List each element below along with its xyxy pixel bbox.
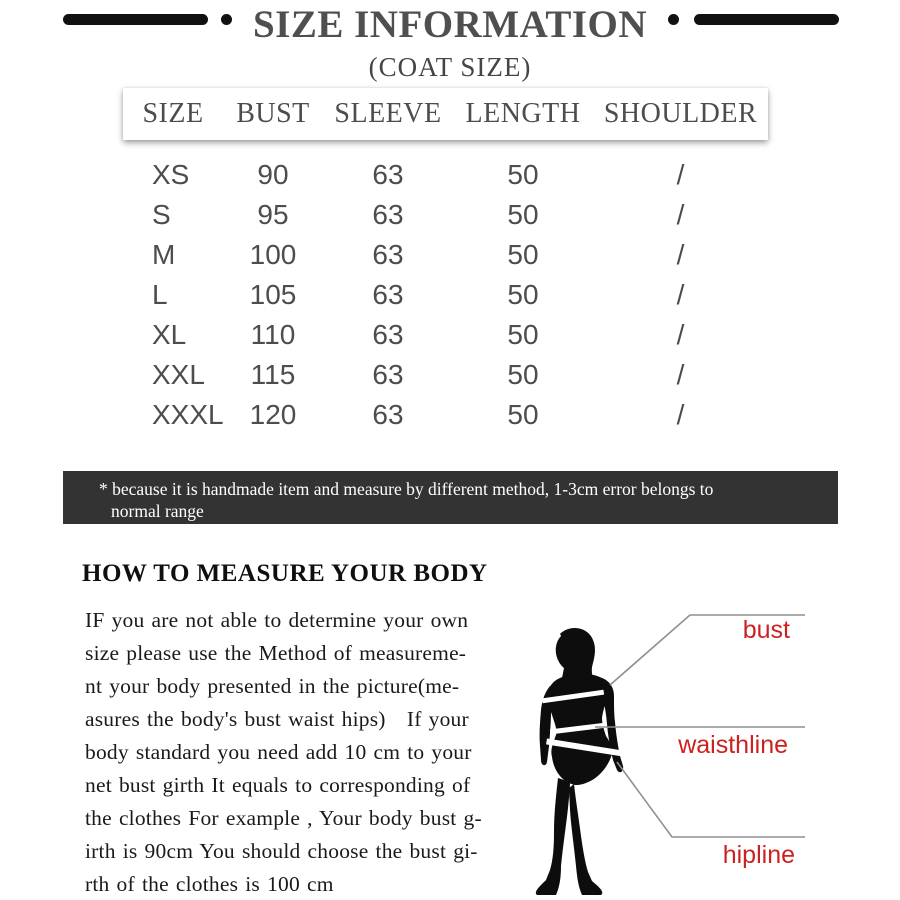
size-table-header	[123, 88, 768, 140]
table-row	[123, 235, 768, 275]
note-line-2: normal range	[111, 501, 204, 521]
paragraph-line: size please use the Method of measureme-	[85, 641, 467, 665]
cell-size: XL	[152, 319, 187, 350]
cell-length: 50	[507, 159, 539, 190]
table-row	[123, 315, 768, 355]
note-line-1: * because it is handmade item and measure by different method, 1-3cm error belongs to	[99, 479, 714, 499]
cell-sleeve: 63	[372, 359, 404, 390]
cell-bust: 115	[250, 359, 296, 390]
bust-label: bust	[742, 616, 790, 644]
coat-size-subtitle: (COAT SIZE)	[368, 52, 532, 82]
right-deco-bar	[694, 14, 839, 25]
paragraph-line: the clothes For example , Your body bust g-	[85, 806, 482, 830]
cell-shoulder: /	[676, 399, 685, 430]
measure-callout-lines	[520, 600, 820, 860]
woman-silhouette-icon	[520, 618, 640, 900]
page-title: SIZE INFORMATION	[252, 3, 648, 46]
paragraph-line: net bust girth It equals to corresponding of	[85, 773, 471, 797]
waistline-label: waisthline	[678, 731, 788, 759]
cell-size: XS	[152, 159, 190, 190]
col-header-sleeve: SLEEVE	[334, 98, 442, 129]
table-row	[123, 195, 768, 235]
table-row	[123, 275, 768, 315]
col-header-size: SIZE	[142, 98, 204, 129]
cell-size: S	[152, 199, 171, 230]
cell-size: L	[152, 279, 168, 310]
cell-length: 50	[507, 199, 539, 230]
paragraph-line: body standard you need add 10 cm to your	[85, 740, 472, 764]
cell-bust: 95	[257, 199, 289, 230]
cell-bust: 90	[257, 159, 289, 190]
table-row	[123, 395, 768, 435]
hipline-label: hipline	[722, 841, 795, 869]
cell-size: XXXL	[152, 399, 224, 430]
cell-shoulder: /	[676, 359, 685, 390]
cell-shoulder: /	[676, 279, 685, 310]
cell-shoulder: /	[676, 159, 685, 190]
cell-length: 50	[507, 319, 539, 350]
how-to-measure-paragraph	[85, 604, 525, 900]
size-table-body	[123, 155, 768, 435]
cell-sleeve: 63	[372, 399, 404, 430]
cell-length: 50	[507, 399, 539, 430]
cell-shoulder: /	[676, 239, 685, 270]
paragraph-line: rth of the clothes is 100 cm	[85, 872, 334, 896]
cell-shoulder: /	[676, 199, 685, 230]
col-header-bust: BUST	[236, 98, 310, 129]
cell-size: M	[152, 239, 176, 270]
cell-sleeve: 63	[372, 239, 404, 270]
cell-length: 50	[507, 279, 539, 310]
cell-sleeve: 63	[372, 199, 404, 230]
cell-bust: 110	[250, 319, 296, 350]
cell-length: 50	[507, 239, 539, 270]
paragraph-line: IF you are not able to determine your own	[85, 608, 469, 632]
paragraph-line: nt your body presented in the picture(me-	[85, 674, 460, 698]
cell-sleeve: 63	[372, 319, 404, 350]
cell-shoulder: /	[676, 319, 685, 350]
cell-bust: 105	[249, 279, 297, 310]
col-header-length: LENGTH	[465, 98, 581, 129]
handmade-note-bar	[63, 471, 838, 524]
right-deco-dot	[668, 14, 679, 25]
paragraph-line: asures the body's bust waist hips) If your	[85, 707, 469, 731]
col-header-shoulder: SHOULDER	[603, 98, 758, 129]
cell-sleeve: 63	[372, 159, 404, 190]
cell-bust: 120	[249, 399, 297, 430]
table-row	[123, 155, 768, 195]
paragraph-line: irth is 90cm You should choose the bust gi-	[85, 839, 478, 863]
cell-length: 50	[507, 359, 539, 390]
cell-bust: 100	[249, 239, 297, 270]
cell-size: XXL	[152, 359, 205, 390]
how-to-measure-heading: HOW TO MEASURE YOUR BODY	[82, 560, 488, 587]
cell-sleeve: 63	[372, 279, 404, 310]
table-row	[123, 355, 768, 395]
